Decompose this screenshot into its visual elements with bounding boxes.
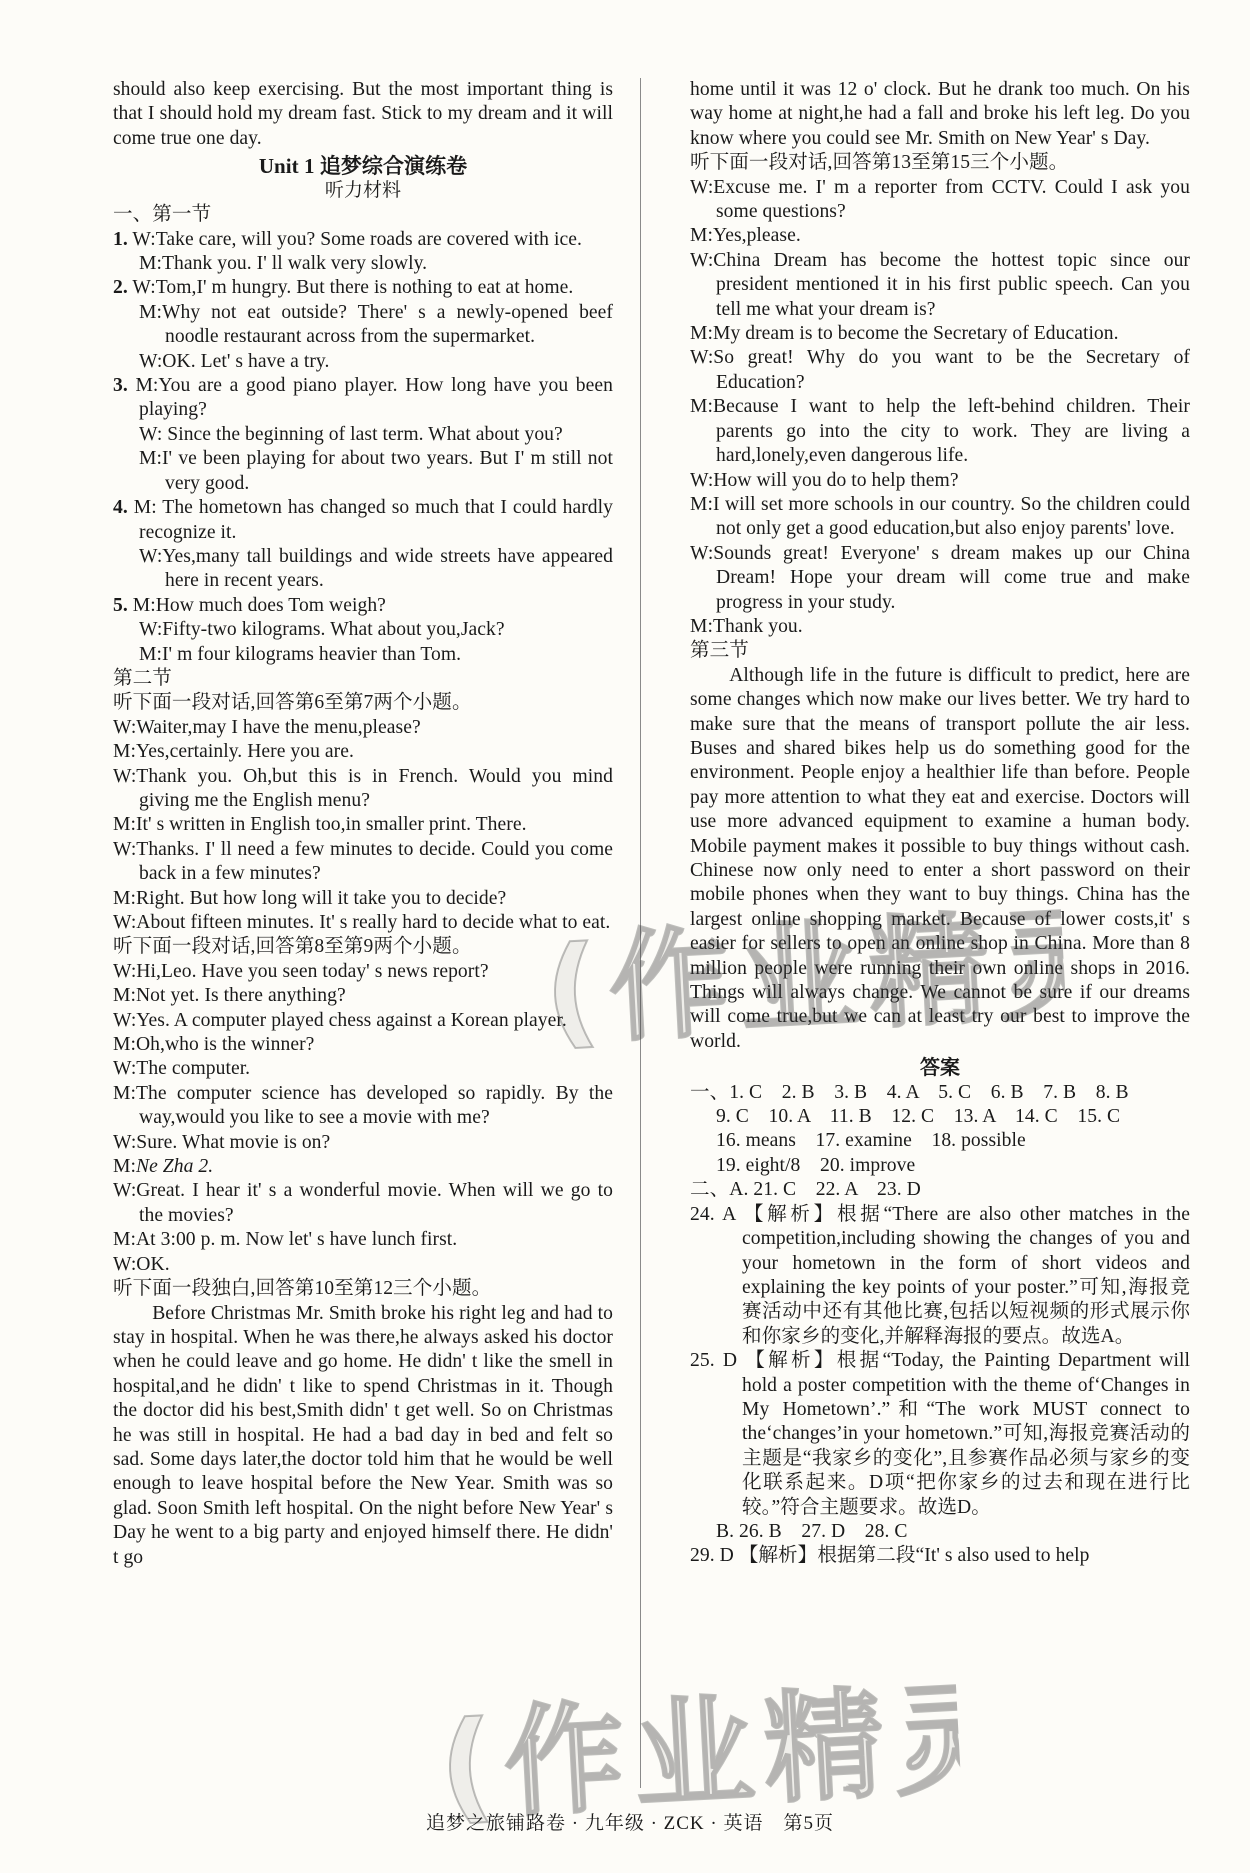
item-1 (113, 228, 613, 277)
dialogue-line: W:OK. (113, 1253, 170, 1275)
dialogue-line: W:OK. Let' s have a try. (139, 350, 330, 372)
dialogue-line: M:Because I want to help the left-behind children. Their parents go into the city to work. They are living a hard,lonely,even dangerous life. (690, 396, 1190, 467)
q13-15-dialogue (690, 176, 1190, 640)
q10-12-passage: Before Christmas Mr. Smith broke his right leg and had to stay in hospital. When he was there,he always asked his doctor when he could leave and go home. He didn' t like the smell in hospital,and he didn' t like to spend Christmas in it. Though the doctor did his best,Smith didn' t get well. So on Christmas he was still in hospital. He had a bad day in bed and felt so sad. Some days later,the doctor told him that he would be well enough to leave hospital before the New Year. Smith was so glad. Soon Smith left hospital. On the night before New Year' s Day he went to a big party and enjoyed himself there. He didn' t go (113, 1302, 613, 1568)
intro-paragraph: should also keep exercising. But the most important thing is that I should hold my dream fast. Stick to my dream and it will come true one day. (113, 79, 613, 149)
dialogue-line: W:How will you do to help them? (690, 469, 959, 491)
section3-passage: Although life in the future is difficult to predict, here are some changes which now make our lives better. We try hard to make sure that the means of transport pollute the air less. Buses and shared bikes help us do something good for the environment. People enjoy a healthier life than before. People pay more attention to what they eat and exercise. Doctors will use more advanced equipment to examine a human body. Mobile payment makes it possible to buy things without cash. Chinese now only need to enter a short password on their mobile phones when they want to buy things. China has the largest online shopping market. Because of lower costs,it' s easier for sellers to open an online shop in China. More than 8 million people were running their own online shops in 2016. Things will always change. We cannot be sure if our dreams will come true,but we can at least try our best to improve the world. (690, 664, 1190, 1052)
dialogue-line: M:It' s written in English too,in smaller print. There. (113, 814, 527, 836)
svg-text:(作业精灵): (作业精灵) (540, 891, 1068, 1063)
answer-explanation-29: 29. D 【解析】根据第二段“It' s also used to help (690, 1545, 1090, 1567)
dialogue-line: M:My dream is to become the Secretary of Education. (690, 323, 1119, 345)
dialogue-line: M:I' m four kilograms heavier than Tom. (139, 643, 462, 665)
item-number: 2. (113, 277, 128, 299)
dialogue-line: W:Great. I hear it' s a wonderful movie. When will we go to the movies? (113, 1180, 613, 1226)
dialogue-line: M:Right. But how long will it take you to decide? (113, 887, 507, 909)
dialogue-line: W:So great! Why do you want to be the Secretary of Education? (690, 347, 1190, 393)
dialogue-line: M:At 3:00 p. m. Now let' s have lunch first. (113, 1229, 458, 1251)
dialogue-line: W: Since the beginning of last term. What about you? (139, 423, 563, 445)
right-column (690, 78, 1190, 1569)
section1-heading: 一、第一节 (113, 204, 212, 226)
column-divider (640, 78, 641, 1788)
passage-continuation: home until it was 12 o' clock. But he drank too much. On his way home at night,he had a fall and broke his left leg. Do you know where you could see Mr. Smith on New Year' s Day. (690, 79, 1190, 149)
q10-12-intro: 听下面一段独白,回答第10至第12三个小题。 (113, 1278, 492, 1300)
answer-row: 19. eight/8 20. improve (716, 1154, 916, 1176)
answer-row: 一、1. C 2. B 3. B 4. A 5. C 6. B 7. B 8. B (690, 1081, 1129, 1103)
dialogue-line: M:I will set more schools in our country. So the children could not only get a good education,but also enjoy parents' love. (690, 493, 1190, 540)
item-number: 4. (113, 497, 128, 519)
dialogue-line: M:Thank you. (690, 615, 803, 637)
dialogue-line: W:Fifty-two kilograms. What about you,Jack? (139, 619, 505, 641)
dialogue-line: M:Why not eat outside? There' s a newly-opened beef noodle restaurant across from the supermarket. (139, 301, 613, 348)
item-5 (113, 594, 613, 667)
unit-title: Unit 1 追梦综合演练卷 (258, 154, 468, 179)
dialogue-line: M:Yes,please. (690, 225, 801, 247)
answer-row: B. 26. B 27. D 28. C (716, 1520, 908, 1542)
dialogue-line: M:Thank you. I' ll walk very slowly. (139, 253, 428, 275)
item-number: 1. (113, 228, 128, 250)
watermark (436, 1667, 965, 1873)
dialogue-line: M:I' ve been playing for about two years. But I' m still not very good. (139, 448, 613, 494)
left-column (113, 78, 613, 1570)
dialogue-line: W:Thanks. I' ll need a few minutes to decide. Could you come back in a few minutes? (113, 838, 613, 885)
dialogue-line: W:Excuse me. I' m a reporter from CCTV. Could I ask you some questions? (690, 176, 1190, 223)
q6-7-dialogue (113, 716, 613, 936)
dialogue-line: M:You are a good piano player. How long have you been playing? (135, 375, 613, 421)
item-2 (113, 276, 613, 374)
dialogue-line: W:The computer. (113, 1058, 251, 1080)
dialogue-line: W:Hi,Leo. Have you seen today' s news report? (113, 960, 489, 982)
item-3 (113, 374, 613, 496)
answer-explanation-25: 25. D 【解析】根据“Today, the Painting Department will hold a poster competition with the theme of‘Changes in My Hometown’.”和“The work MUST connect to the‘changes’in your hometown.”可知,海报竞赛活动的主题是“我家乡的变化”,且参赛作品必须与家乡的变化联系起来。D项“把你家乡的过去和现在进行比较。”符合主题要求。故选D。 (690, 1350, 1190, 1518)
dialogue-line: W:Thank you. Oh,but this is in French. Would you mind giving me the English menu? (113, 765, 613, 811)
dialogue-line: M:Not yet. Is there anything? (113, 985, 346, 1007)
page-footer: 追梦之旅铺路卷 · 九年级 · ZCK · 英语 第5页 (426, 1813, 834, 1834)
dialogue-line: M:Yes,certainly. Here you are. (113, 741, 354, 763)
dialogue-line: W:About fifteen minutes. It' s really hard to decide what to eat. (113, 912, 611, 933)
q6-7-intro: 听下面一段对话,回答第6至第7两个小题。 (113, 692, 472, 714)
dialogue-line: W:Waiter,may I have the menu,please? (113, 716, 421, 738)
answer-heading: 答案 (919, 1057, 961, 1080)
q13-15-intro: 听下面一段对话,回答第13至第15三个小题。 (690, 152, 1069, 174)
q8-9-intro: 听下面一段对话,回答第8至第9两个小题。 (113, 936, 472, 958)
dialogue-line: W:Tom,I' m hungry. But there is nothing to eat at home. (132, 277, 574, 299)
q8-9-dialogue (113, 960, 613, 1277)
dialogue-line: W:Sounds great! Everyone' s dream makes up our China Dream! Hope your dream will come true and make progress in your study. (690, 542, 1190, 613)
dialogue-line (113, 1155, 613, 1179)
dialogue-line: W:Take care, will you? Some roads are covered with ice. (132, 228, 582, 250)
dialogue-line: M:The computer science has developed so rapidly. By the way,would you like to see a movie with me? (113, 1082, 613, 1129)
item-number: 5. (113, 594, 128, 616)
listening-title: 听力材料 (324, 180, 402, 202)
dialogue-line: M: The hometown has changed so much that I could hardly recognize it. (133, 497, 613, 543)
speaker-label: M: (113, 1156, 136, 1178)
item-4 (113, 496, 613, 594)
answer-row: 9. C 10. A 11. B 12. C 13. A 14. C 15. C (716, 1106, 1121, 1128)
section2-heading: 第二节 (113, 667, 172, 689)
movie-title: Ne Zha 2. (135, 1156, 214, 1178)
dialogue-line: W:Sure. What movie is on? (113, 1131, 331, 1153)
dialogue-line: M:Oh,who is the winner? (113, 1034, 315, 1056)
answer-row: 二、A. 21. C 22. A 23. D (690, 1179, 921, 1201)
dialogue-line: W:China Dream has become the hottest topic since our president mentioned it in his first public speech. Can you tell me what your dream is? (690, 249, 1190, 320)
dialogue-line: W:Yes,many tall buildings and wide streets have appeared here in recent years. (139, 545, 613, 592)
section3-heading: 第三节 (690, 640, 749, 662)
svg-text:(作业精灵): (作业精灵) (435, 1666, 963, 1838)
answer-row: 16. means 17. examine 18. possible (716, 1130, 1026, 1152)
answer-explanation-24: 24. A 【解析】根据“There are also other matches in the competition,including showing the changes of you and your hometown in the form of short videos and explaining the key points of your poster.”可知,海报竞赛活动中还有其他比赛,包括以短视频的形式展示你和你家乡的变化,并解释海报的要点。故选A。 (690, 1203, 1190, 1347)
item-number: 3. (113, 375, 128, 397)
dialogue-line: M:How much does Tom weigh? (132, 594, 386, 616)
dialogue-line: W:Yes. A computer played chess against a Korean player. (113, 1009, 567, 1031)
